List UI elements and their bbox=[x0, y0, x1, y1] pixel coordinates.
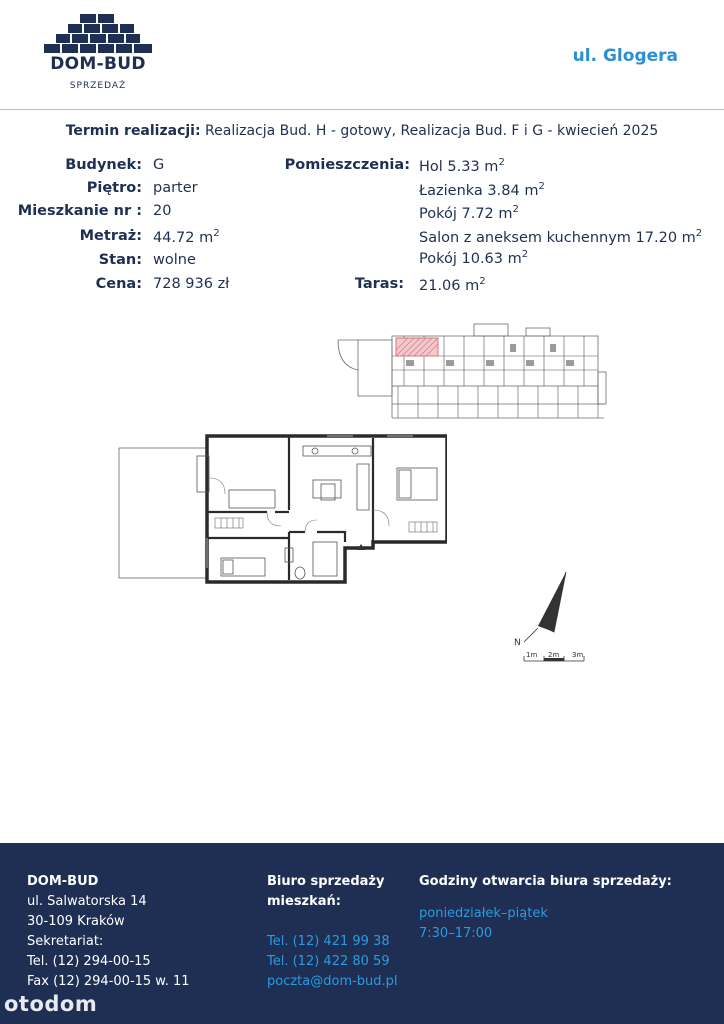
building-label: Budynek: bbox=[65, 157, 142, 173]
sales-office-title-line1: Biuro sprzedaży bbox=[267, 874, 385, 889]
office-hours-column bbox=[419, 872, 672, 944]
apartment-number-value: 20 bbox=[153, 203, 172, 219]
room-living-kitchen: Salon z aneksem kuchennym 17.20 $m^2$ bbox=[419, 228, 703, 246]
dom-bud-logo[interactable] bbox=[44, 14, 152, 94]
north-label: N bbox=[514, 638, 521, 648]
scale-label-1m: 1m bbox=[526, 651, 538, 659]
logo-name: DOM-BUD bbox=[50, 54, 146, 74]
header bbox=[0, 0, 724, 110]
apartment-floor-plan bbox=[117, 428, 447, 584]
status-value: wolne bbox=[153, 252, 196, 268]
scale-label-3m: 3m bbox=[572, 651, 584, 659]
area-value: 44.72 $m^2$ bbox=[153, 228, 220, 246]
status-label: Stan: bbox=[98, 252, 142, 268]
company-address-street: ul. Salwatorska 14 bbox=[27, 894, 147, 909]
sales-office-column bbox=[267, 872, 398, 992]
completion-date-line bbox=[0, 123, 724, 139]
secretariat-phone[interactable]: Tel. (12) 294-00-15 bbox=[27, 954, 151, 969]
compass-north-arrow bbox=[508, 568, 590, 664]
company-address-city: 30-109 Kraków bbox=[27, 914, 125, 929]
terrace-value: 21.06 $m^2$ bbox=[419, 276, 486, 294]
room-hall: Hol 5.33 $m^2$ bbox=[419, 157, 505, 175]
room-bathroom: Łazienka 3.84 $m^2$ bbox=[419, 181, 545, 199]
sales-office-email-link[interactable]: poczta@dom-bud.pl bbox=[267, 974, 398, 989]
sales-office-phone-2[interactable]: Tel. (12) 422 80 59 bbox=[267, 954, 390, 969]
rooms-label: Pomieszczenia: bbox=[284, 157, 410, 173]
price-value: 728 936 zł bbox=[153, 276, 230, 292]
building-site-plan bbox=[334, 320, 608, 426]
completion-date-label: Termin realizacji: bbox=[65, 123, 201, 139]
logo-subtitle: SPRZEDAŻ bbox=[69, 81, 127, 91]
office-hours-days: poniedziałek–piątek bbox=[419, 906, 548, 921]
secretariat-label: Sekretariat: bbox=[27, 934, 104, 949]
company-name: DOM-BUD bbox=[27, 874, 99, 889]
footer bbox=[0, 843, 724, 1024]
floor-value: parter bbox=[153, 180, 198, 196]
otodom-watermark: otodom bbox=[4, 992, 98, 1016]
street-name: ul. Glogera bbox=[572, 46, 678, 66]
area-label: Metraż: bbox=[79, 228, 142, 244]
terrace-label: Taras: bbox=[354, 276, 404, 292]
sales-office-phone-1[interactable]: Tel. (12) 421 99 38 bbox=[267, 934, 390, 949]
scale-label-2m: 2m bbox=[548, 651, 560, 659]
room-bedroom-small: Pokój 7.72 $m^2$ bbox=[419, 204, 519, 222]
office-hours-time: 7:30–17:00 bbox=[419, 926, 493, 941]
completion-date-value: Realizacja Bud. H - gotowy, Realizacja Bud. F i G - kwiecień 2025 bbox=[205, 123, 659, 139]
room-bedroom-large: Pokój 10.63 $m^2$ bbox=[419, 249, 529, 267]
sales-office-title-line2: mieszkań: bbox=[267, 894, 341, 909]
office-hours-title: Godziny otwarcia biura sprzedaży: bbox=[419, 874, 672, 889]
building-value: G bbox=[153, 157, 165, 173]
price-label: Cena: bbox=[95, 276, 142, 292]
secretariat-fax: Fax (12) 294-00-15 w. 11 bbox=[27, 974, 190, 989]
floor-label: Piętro: bbox=[86, 180, 142, 196]
company-contact-column bbox=[27, 872, 190, 992]
apartment-number-label: Mieszkanie nr : bbox=[17, 203, 142, 219]
